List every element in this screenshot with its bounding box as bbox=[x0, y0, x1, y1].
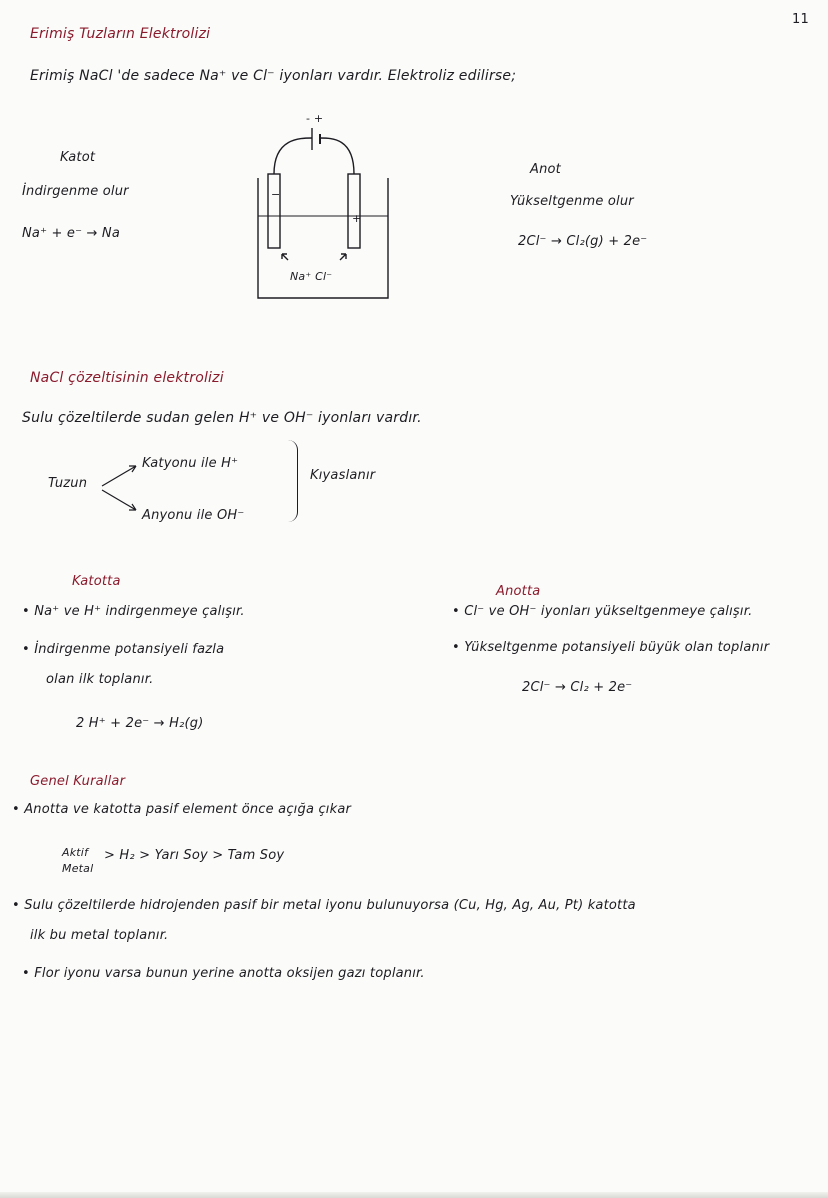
comparison-cation: Katyonu ile H⁺ bbox=[142, 456, 239, 471]
anode-electrode bbox=[348, 174, 360, 248]
order-first-line1: Aktif bbox=[62, 846, 89, 859]
rule-1-text: Anotta ve katotta pasif element önce açığa çıkar bbox=[24, 802, 352, 817]
anode-bullet-1: • Cl⁻ ve OH⁻ iyonları yükseltgenmeye çalışır. bbox=[452, 604, 753, 619]
wire-right bbox=[320, 138, 354, 174]
cathode-reaction: Na⁺ + e⁻ → Na bbox=[22, 226, 121, 241]
anode-bullet-2-text: Yükseltgenme potansiyeli büyük olan toplanır bbox=[464, 640, 770, 655]
order-chain: > H₂ > Yarı Soy > Tam Soy bbox=[104, 848, 285, 863]
cathode-bullet-2-cont: olan ilk toplanır. bbox=[46, 672, 154, 687]
anode-solution-reaction: 2Cl⁻ → Cl₂ + 2e⁻ bbox=[522, 680, 633, 695]
cation-arrow bbox=[282, 254, 288, 260]
page-number: 11 bbox=[792, 12, 809, 27]
cathode-title: Katotta bbox=[72, 574, 121, 589]
rule-3: • Flor iyonu varsa bunun yerine anotta oksijen gazı toplanır. bbox=[22, 966, 425, 981]
cathode-sign: − bbox=[271, 188, 281, 201]
anode-reaction: 2Cl⁻ → Cl₂(g) + 2e⁻ bbox=[518, 234, 648, 249]
page-bottom-edge bbox=[0, 1192, 828, 1198]
section-title-molten-salt: Erimiş Tuzların Elektrolizi bbox=[30, 26, 211, 42]
rule-3-text: Flor iyonu varsa bunun yerine anotta oksijen gazı toplanır. bbox=[34, 966, 425, 981]
anion-arrow bbox=[340, 254, 346, 260]
anode-label: Anot bbox=[530, 162, 561, 177]
rule-2-cont: ilk bu metal toplanır. bbox=[30, 928, 169, 943]
battery-terminals: - + bbox=[306, 112, 324, 125]
anode-bullet-2: • Yükseltgenme potansiyeli büyük olan toplanır bbox=[452, 640, 770, 655]
anode-title: Anotta bbox=[496, 584, 541, 599]
section-title-rules: Genel Kurallar bbox=[30, 774, 126, 789]
molten-intro: Erimiş NaCl 'de sadece Na⁺ ve Cl⁻ iyonları vardır. Elektroliz edilirse; bbox=[30, 68, 517, 84]
comparison-arrows bbox=[100, 458, 140, 518]
comparison-result: Kıyaslanır bbox=[310, 468, 376, 483]
cathode-bullet-1: • Na⁺ ve H⁺ indirgenmeye çalışır. bbox=[22, 604, 245, 619]
comparison-anion: Anyonu ile OH⁻ bbox=[142, 508, 245, 523]
rule-2-text: Sulu çözeltilerde hidrojenden pasif bir metal iyonu bulunuyorsa (Cu, Hg, Ag, Au, Pt) katotta bbox=[24, 898, 636, 913]
cathode-process: İndirgenme olur bbox=[22, 184, 129, 199]
cathode-bullet-1-text: Na⁺ ve H⁺ indirgenmeye çalışır. bbox=[34, 604, 245, 619]
rule-2: • Sulu çözeltilerde hidrojenden pasif bir metal iyonu bulunuyorsa (Cu, Hg, Ag, Au, Pt) katotta bbox=[12, 898, 636, 913]
anode-process: Yükseltgenme olur bbox=[510, 194, 634, 209]
wire-left bbox=[274, 138, 312, 174]
solution-intro: Sulu çözeltilerde sudan gelen H⁺ ve OH⁻ iyonları vardır. bbox=[22, 410, 422, 426]
rule-1: • Anotta ve katotta pasif element önce açığa çıkar bbox=[12, 802, 352, 817]
order-first-line2: Metal bbox=[62, 862, 94, 875]
cathode-bullet-2: • İndirgenme potansiyeli fazla bbox=[22, 642, 225, 657]
cathode-bullet-2-text: İndirgenme potansiyeli fazla bbox=[34, 642, 225, 657]
cathode-electrode bbox=[268, 174, 280, 248]
comparison-root: Tuzun bbox=[48, 476, 88, 491]
anode-sign: + bbox=[352, 212, 362, 225]
cell-ions: Na⁺ Cl⁻ bbox=[290, 270, 333, 283]
cathode-label: Katot bbox=[60, 150, 96, 165]
comparison-brace bbox=[285, 440, 298, 522]
anode-bullet-1-text: Cl⁻ ve OH⁻ iyonları yükseltgenmeye çalışır. bbox=[464, 604, 753, 619]
section-title-solution: NaCl çözeltisinin elektrolizi bbox=[30, 370, 224, 386]
cathode-solution-reaction: 2 H⁺ + 2e⁻ → H₂(g) bbox=[76, 716, 204, 731]
